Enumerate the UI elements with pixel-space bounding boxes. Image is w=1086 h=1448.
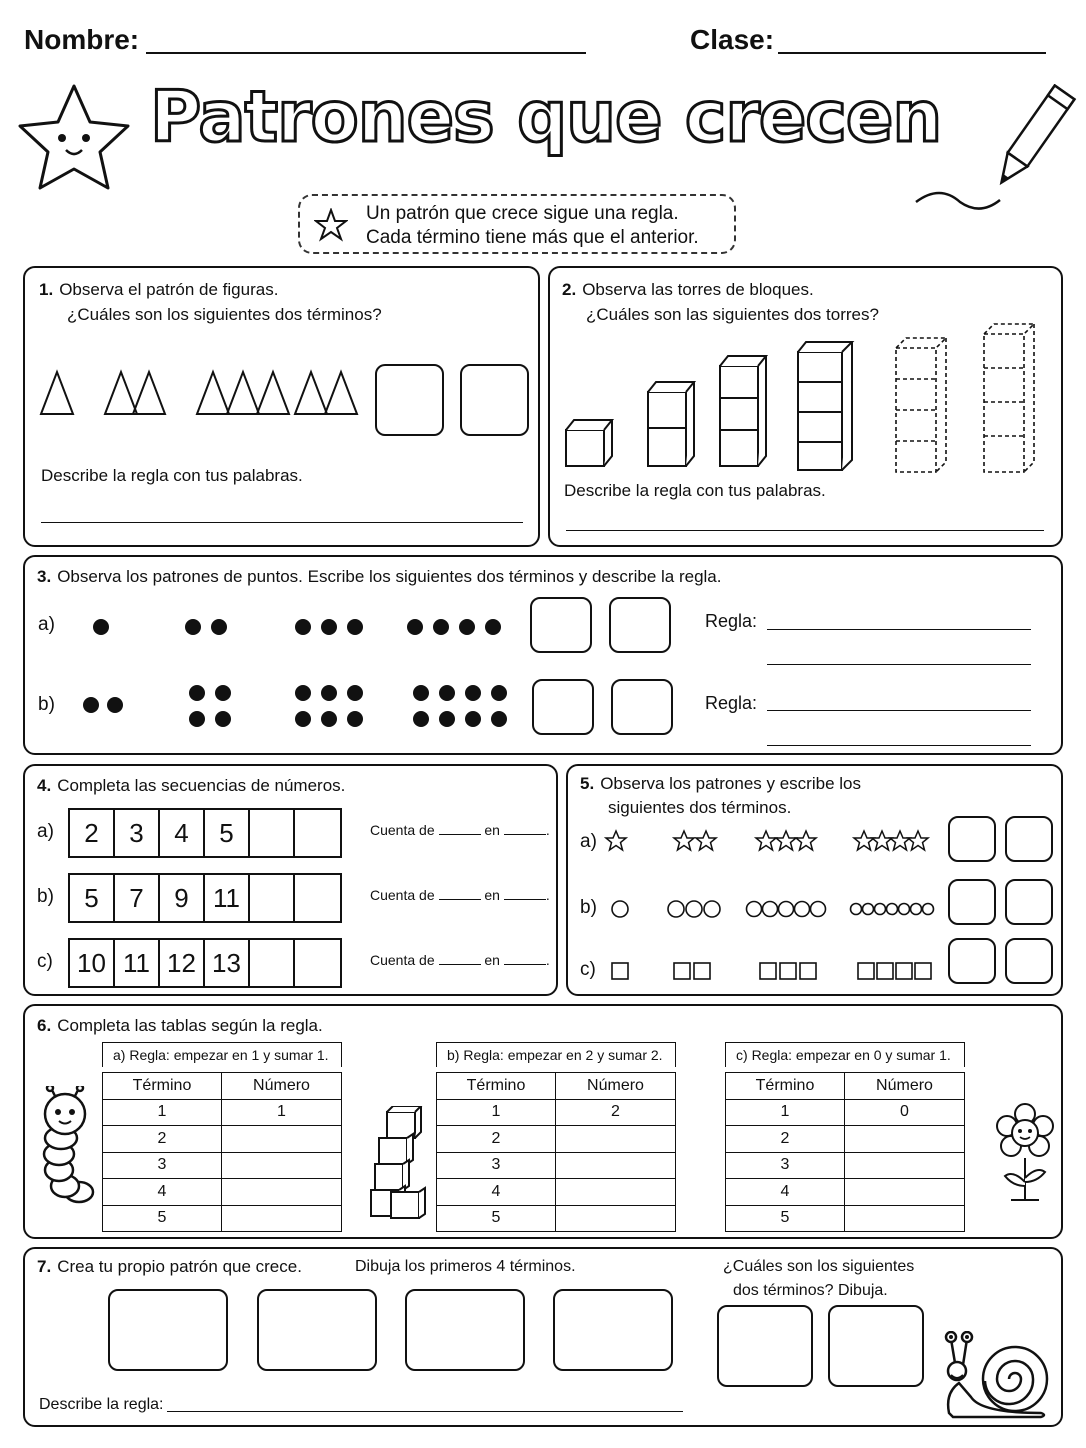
- sequence-row-label: a): [37, 821, 54, 842]
- number-cell[interactable]: [222, 1126, 342, 1153]
- table-row: [726, 1152, 965, 1179]
- answer-box[interactable]: [375, 364, 444, 436]
- star-mascot-icon: [16, 80, 134, 192]
- section-7-draw: Dibuja los primeros 4 términos.: [355, 1258, 576, 1275]
- sequence-cell: 9: [160, 875, 205, 921]
- section-7-next-2: dos términos? Dibuja.: [733, 1282, 888, 1299]
- count-blank[interactable]: [504, 834, 546, 835]
- answer-box[interactable]: [1005, 879, 1053, 925]
- table-tag: a): [113, 1047, 126, 1063]
- answer-box[interactable]: [532, 679, 594, 735]
- table-rule: Regla: empezar en 0 y sumar 1.: [751, 1047, 951, 1063]
- count-en: en: [484, 887, 500, 903]
- table-row: [726, 1099, 965, 1126]
- term-cell: 2: [103, 1126, 222, 1153]
- star-pattern: [604, 828, 944, 858]
- count-label-row: [370, 952, 550, 968]
- dot-pattern-a: [85, 615, 505, 641]
- rule-line[interactable]: [767, 710, 1031, 711]
- count-en: en: [484, 952, 500, 968]
- table-row: [103, 1179, 342, 1206]
- number-cell[interactable]: [222, 1205, 342, 1232]
- answer-box[interactable]: [609, 597, 671, 653]
- sequence-cell[interactable]: [295, 810, 340, 856]
- answer-box[interactable]: [948, 938, 996, 984]
- section-3-number: 3.: [37, 567, 52, 586]
- name-line[interactable]: [146, 52, 586, 54]
- rule-line[interactable]: [767, 629, 1031, 630]
- section-4-prompt: Completa las secuencias de números.: [57, 776, 346, 795]
- table-caption: [102, 1042, 342, 1067]
- count-end: .: [545, 887, 550, 903]
- table-row: [103, 1099, 342, 1126]
- count-label: Cuenta de: [370, 887, 435, 903]
- class-line[interactable]: [778, 52, 1046, 54]
- count-end: .: [545, 822, 550, 838]
- pencil-icon: [910, 84, 1080, 214]
- drawing-box[interactable]: [553, 1289, 673, 1371]
- sequence-cell: 11: [115, 940, 160, 986]
- section-1-line-2: ¿Cuáles son los siguientes dos términos?: [67, 305, 382, 324]
- rule-line[interactable]: [767, 745, 1031, 746]
- count-blank[interactable]: [439, 834, 481, 835]
- section-7-describe: Describe la regla:: [39, 1396, 164, 1413]
- drawing-box[interactable]: [108, 1289, 228, 1371]
- triangle-pattern: [37, 366, 377, 418]
- section-7: [23, 1247, 1063, 1427]
- rule-label-a: Regla:: [705, 611, 758, 631]
- table-caption: [725, 1042, 965, 1067]
- term-cell: 1: [726, 1099, 845, 1126]
- term-cell: 2: [726, 1126, 845, 1153]
- term-cell: 3: [103, 1152, 222, 1179]
- term-cell: 4: [103, 1179, 222, 1206]
- term-cell: 5: [726, 1205, 845, 1232]
- section-3-prompt: Observa los patrones de puntos. Escribe los siguientes dos términos y describe la regla.: [57, 567, 722, 586]
- count-blank[interactable]: [504, 964, 546, 965]
- answer-box[interactable]: [948, 816, 996, 862]
- column-header-number: Número: [222, 1073, 342, 1100]
- count-label-row: [370, 887, 550, 903]
- table-row: [437, 1126, 676, 1153]
- section-7-next-1: ¿Cuáles son los siguientes: [723, 1258, 915, 1275]
- number-cell: 0: [845, 1099, 965, 1126]
- term-cell: 1: [437, 1099, 556, 1126]
- intro-line-2: Cada término tiene más que el anterior.: [366, 227, 699, 248]
- drawing-box[interactable]: [828, 1305, 924, 1387]
- sequence-row: [68, 873, 342, 923]
- column-header-number: Número: [556, 1073, 676, 1100]
- table-row: [437, 1152, 676, 1179]
- number-cell[interactable]: [845, 1152, 965, 1179]
- number-cell[interactable]: [556, 1205, 676, 1232]
- cube-stack-icon: [365, 1106, 435, 1226]
- count-blank[interactable]: [439, 964, 481, 965]
- page-title: Patrones que crecen: [150, 76, 942, 158]
- term-cell: 5: [437, 1205, 556, 1232]
- section-1-line-1: Observa el patrón de figuras.: [59, 280, 279, 299]
- section-6: [23, 1004, 1063, 1239]
- answer-box[interactable]: [460, 364, 529, 436]
- table-row: [726, 1205, 965, 1232]
- sequence-cell: 2: [70, 810, 115, 856]
- number-cell[interactable]: [845, 1126, 965, 1153]
- sequence-cell[interactable]: [250, 875, 295, 921]
- term-cell: 3: [726, 1152, 845, 1179]
- sequence-row-label: c): [37, 951, 53, 972]
- section-5-number: 5.: [580, 774, 595, 793]
- block-towers: [560, 320, 1055, 480]
- table-row: [726, 1126, 965, 1153]
- count-en: en: [484, 822, 500, 838]
- table-row: [437, 1205, 676, 1232]
- drawing-box[interactable]: [257, 1289, 377, 1371]
- intro-line-1: Un patrón que crece sigue una regla.: [366, 203, 679, 224]
- section-5: [566, 764, 1063, 996]
- sequence-row: [68, 808, 342, 858]
- name-label: Nombre:: [24, 24, 140, 55]
- answer-line[interactable]: [566, 530, 1044, 531]
- answer-box[interactable]: [530, 597, 592, 653]
- caterpillar-icon: [37, 1086, 107, 1206]
- count-blank[interactable]: [439, 899, 481, 900]
- sequence-cell: 5: [70, 875, 115, 921]
- number-cell: 2: [556, 1099, 676, 1126]
- section-2-line-2: ¿Cuáles son las siguientes dos torres?: [586, 305, 879, 324]
- count-end: .: [545, 952, 550, 968]
- section-1-describe: Describe la regla con tus palabras.: [41, 466, 303, 485]
- rule-table: [725, 1072, 965, 1232]
- row-b-label: b): [580, 897, 597, 918]
- column-header-term: Término: [726, 1073, 845, 1100]
- number-cell[interactable]: [845, 1205, 965, 1232]
- section-3: [23, 555, 1063, 755]
- sequence-cell[interactable]: [250, 940, 295, 986]
- section-5-line-1: Observa los patrones y escribe los: [600, 774, 861, 793]
- circle-pattern: [604, 894, 944, 924]
- flower-icon: [993, 1102, 1057, 1206]
- count-label: Cuenta de: [370, 822, 435, 838]
- row-a-label: a): [580, 831, 597, 852]
- table-tag: b): [447, 1047, 460, 1063]
- section-5-line-2: siguientes dos términos.: [608, 798, 792, 817]
- sequence-cell[interactable]: [295, 875, 340, 921]
- answer-box[interactable]: [611, 679, 673, 735]
- drawing-box[interactable]: [405, 1289, 525, 1371]
- section-2-line-1: Observa las torres de bloques.: [582, 280, 814, 299]
- section-1-number: 1.: [39, 280, 54, 299]
- table-row: [103, 1152, 342, 1179]
- table-row: [437, 1179, 676, 1206]
- small-star-icon: [314, 208, 348, 242]
- number-cell[interactable]: [556, 1126, 676, 1153]
- row-a-label: a): [38, 614, 55, 635]
- rule-line[interactable]: [767, 664, 1031, 665]
- count-blank[interactable]: [504, 899, 546, 900]
- column-header-term: Término: [103, 1073, 222, 1100]
- section-4: [23, 764, 558, 996]
- section-7-prompt: Crea tu propio patrón que crece.: [57, 1257, 302, 1276]
- term-cell: 4: [726, 1179, 845, 1206]
- term-cell: 3: [437, 1152, 556, 1179]
- column-header-term: Término: [437, 1073, 556, 1100]
- rule-label-b: Regla:: [705, 693, 758, 713]
- answer-box[interactable]: [948, 879, 996, 925]
- sequence-cell: 7: [115, 875, 160, 921]
- term-cell: 5: [103, 1205, 222, 1232]
- answer-box[interactable]: [1005, 816, 1053, 862]
- column-header-number: Número: [845, 1073, 965, 1100]
- term-cell: 4: [437, 1179, 556, 1206]
- drawing-box[interactable]: [717, 1305, 813, 1387]
- rule-table: [436, 1072, 676, 1232]
- sequence-cell: 5: [205, 810, 250, 856]
- number-cell[interactable]: [845, 1179, 965, 1206]
- class-label: Clase:: [690, 24, 775, 55]
- number-cell[interactable]: [222, 1152, 342, 1179]
- row-c-label: c): [580, 959, 596, 980]
- table-tag: c): [736, 1047, 748, 1063]
- sequence-cell[interactable]: [250, 810, 295, 856]
- section-2-number: 2.: [562, 280, 577, 299]
- sequence-cell[interactable]: [295, 940, 340, 986]
- section-6-prompt: Completa las tablas según la regla.: [57, 1016, 323, 1035]
- table-row: [103, 1205, 342, 1232]
- table-row: [437, 1099, 676, 1126]
- table-row: [103, 1126, 342, 1153]
- section-7-number: 7.: [37, 1257, 52, 1276]
- section-6-number: 6.: [37, 1016, 52, 1035]
- section-2-describe: Describe la regla con tus palabras.: [564, 481, 826, 500]
- sequence-row: [68, 938, 342, 988]
- term-cell: 1: [103, 1099, 222, 1126]
- sequence-cell: 11: [205, 875, 250, 921]
- table-rule: Regla: empezar en 1 y sumar 1.: [129, 1047, 329, 1063]
- section-1: [23, 266, 540, 547]
- rule-table: [102, 1072, 342, 1232]
- number-cell: 1: [222, 1099, 342, 1126]
- table-caption: [436, 1042, 676, 1067]
- sequence-cell: 10: [70, 940, 115, 986]
- section-2: [548, 266, 1063, 547]
- sequence-cell: 4: [160, 810, 205, 856]
- answer-line[interactable]: [41, 522, 523, 523]
- number-cell[interactable]: [222, 1179, 342, 1206]
- term-cell: 2: [437, 1126, 556, 1153]
- sequence-cell: 3: [115, 810, 160, 856]
- sequence-row-label: b): [37, 886, 54, 907]
- square-pattern: [604, 956, 944, 986]
- number-cell[interactable]: [556, 1179, 676, 1206]
- row-b-label: b): [38, 694, 55, 715]
- table-row: [726, 1179, 965, 1206]
- count-label-row: [370, 822, 550, 838]
- answer-box[interactable]: [1005, 938, 1053, 984]
- table-rule: Regla: empezar en 2 y sumar 2.: [463, 1047, 663, 1063]
- answer-line[interactable]: [167, 1411, 683, 1412]
- count-label: Cuenta de: [370, 952, 435, 968]
- intro-note: [298, 194, 736, 254]
- snail-icon: [941, 1331, 1053, 1421]
- sequence-cell: 13: [205, 940, 250, 986]
- number-cell[interactable]: [556, 1152, 676, 1179]
- sequence-cell: 12: [160, 940, 205, 986]
- section-4-number: 4.: [37, 776, 52, 795]
- dot-pattern-b: [81, 681, 511, 733]
